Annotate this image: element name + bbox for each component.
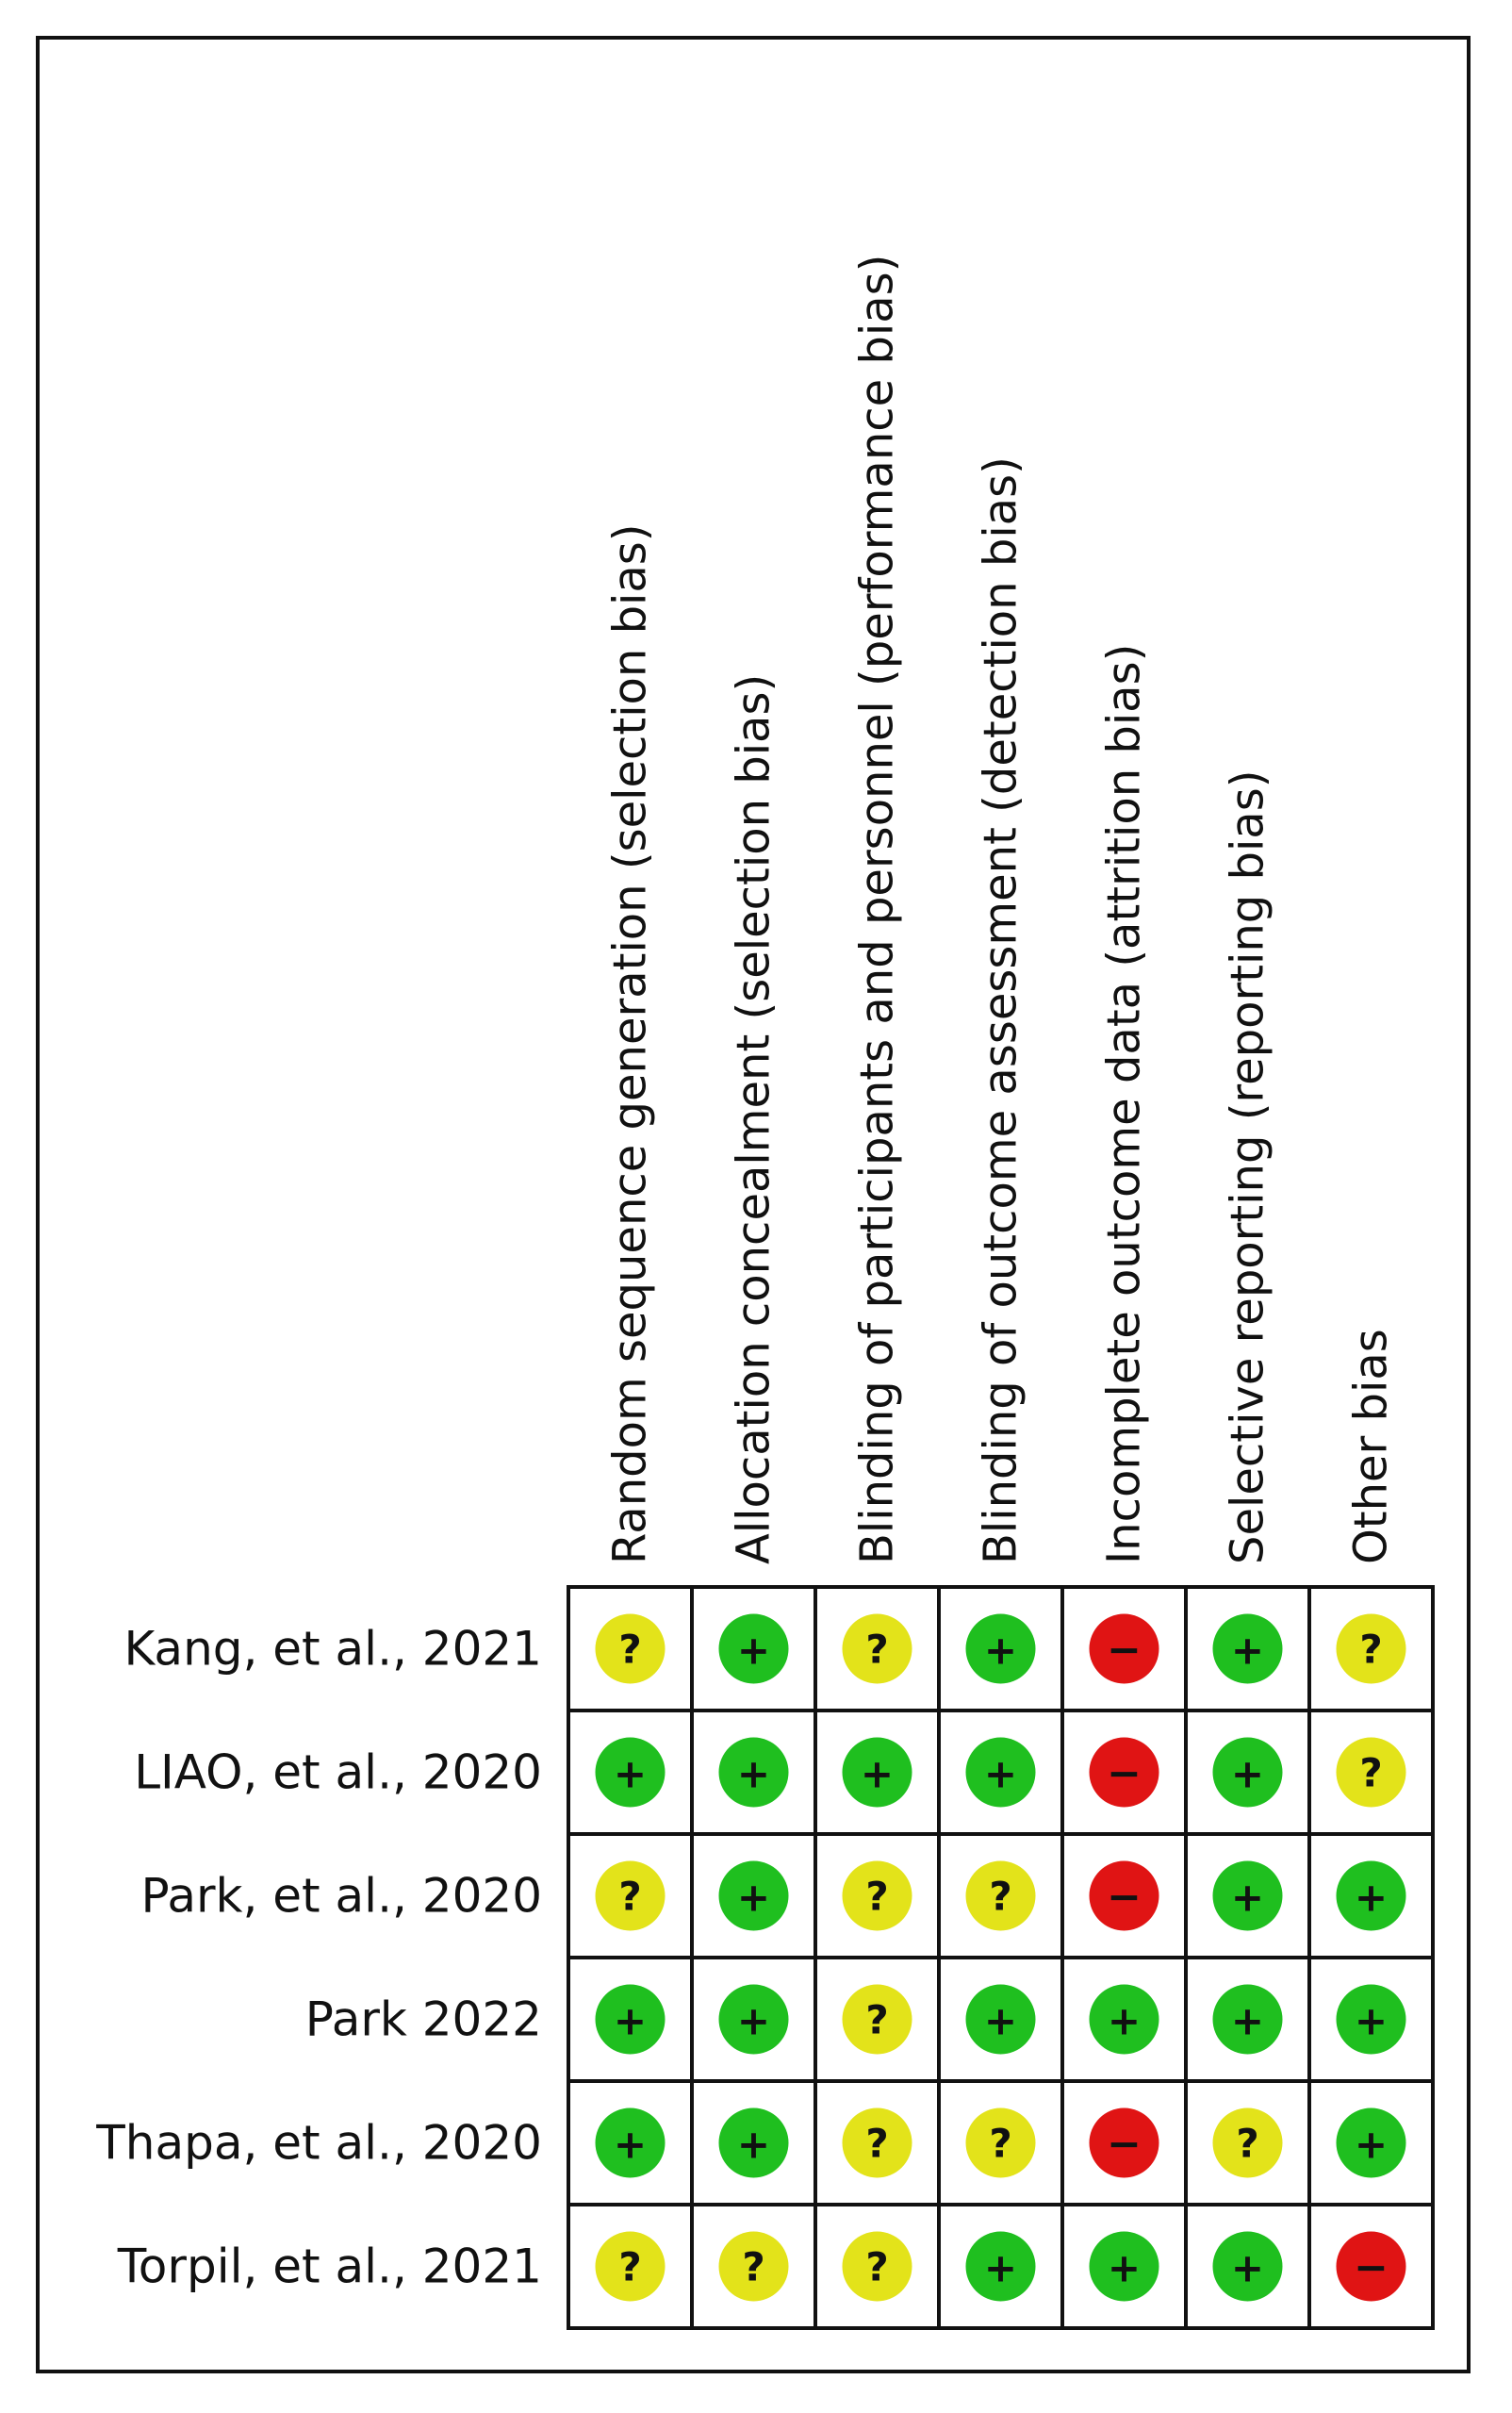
column-label: Incomplete outcome data (attrition bias) (1097, 643, 1151, 1564)
judgement-symbol: + (613, 1750, 648, 1797)
judgement-symbol: ? (742, 2243, 765, 2290)
judgement-symbol: ? (865, 2120, 889, 2167)
judgement-symbol: + (1230, 1874, 1265, 1921)
judgement-symbol: ? (1359, 1626, 1383, 1673)
column-label: Blinding of outcome assessment (detection bias) (974, 456, 1027, 1564)
study-label: LIAO, et al., 2020 (134, 1744, 542, 1800)
judgement-symbol: + (860, 1750, 895, 1797)
study-label: Park 2022 (304, 1992, 542, 2047)
judgement-symbol: + (1230, 1750, 1265, 1797)
judgement-symbol: + (983, 1750, 1018, 1797)
judgement-symbol: ? (865, 1873, 889, 1920)
judgement-symbol: + (736, 1627, 771, 1674)
judgement-symbol: + (1354, 1874, 1389, 1921)
judgement-symbol: + (983, 2244, 1018, 2291)
row-labels (95, 1622, 542, 2294)
judgement-symbol: + (1107, 1997, 1142, 2044)
judgement-symbol: + (736, 1750, 771, 1797)
judgement-symbol: ? (618, 1626, 642, 1673)
column-label: Random sequence generation (selection bias) (603, 523, 657, 1564)
judgement-symbol: − (1107, 1626, 1142, 1675)
column-labels (604, 255, 1398, 1564)
judgement-symbol: + (1230, 2244, 1265, 2291)
judgement-symbol: + (613, 1997, 648, 2044)
judgement-symbol: + (1354, 2121, 1389, 2168)
judgement-symbol: + (983, 1997, 1018, 2044)
judgement-symbol: − (1107, 1749, 1142, 1798)
judgement-symbol: + (736, 1997, 771, 2044)
column-label: Blinding of participants and personnel (performance bias) (850, 254, 904, 1564)
judgement-symbol: + (736, 2121, 771, 2168)
judgement-symbol: + (1107, 2244, 1142, 2291)
study-label: Park, et al., 2020 (140, 1868, 542, 1924)
judgement-symbol: + (613, 2121, 648, 2168)
judgement-symbol: + (983, 1627, 1018, 1674)
judgement-symbol: ? (1359, 1749, 1383, 1796)
column-label: Selective reporting (reporting bias) (1221, 769, 1274, 1564)
judgement-symbol: + (1230, 1997, 1265, 2044)
judgement-symbol: − (1107, 1873, 1142, 1922)
study-label: Torpil, et al., 2021 (117, 2239, 542, 2294)
judgement-symbol: ? (618, 1873, 642, 1920)
judgement-symbol: ? (1236, 2120, 1259, 2167)
judgement-symbol: ? (989, 1873, 1012, 1920)
study-label: Kang, et al., 2021 (123, 1621, 542, 1677)
judgement-symbol: + (1354, 1997, 1389, 2044)
judgement-symbol: ? (865, 1996, 889, 2043)
judgement-symbol: ? (618, 2243, 642, 2290)
column-label: Other bias (1344, 1329, 1398, 1564)
judgement-symbol: + (1230, 1627, 1265, 1674)
judgement-symbol: − (1354, 2243, 1389, 2292)
judgement-symbol: − (1107, 2120, 1142, 2169)
judgement-symbol: + (736, 1874, 771, 1921)
study-label: Thapa, et al., 2020 (96, 2115, 542, 2171)
judgement-symbol: ? (989, 2120, 1012, 2167)
judgement-symbol: ? (865, 2243, 889, 2290)
judgement-grid (568, 1587, 1433, 2328)
column-label: Allocation concealment (selection bias) (727, 673, 781, 1564)
judgement-symbol: ? (865, 1626, 889, 1673)
